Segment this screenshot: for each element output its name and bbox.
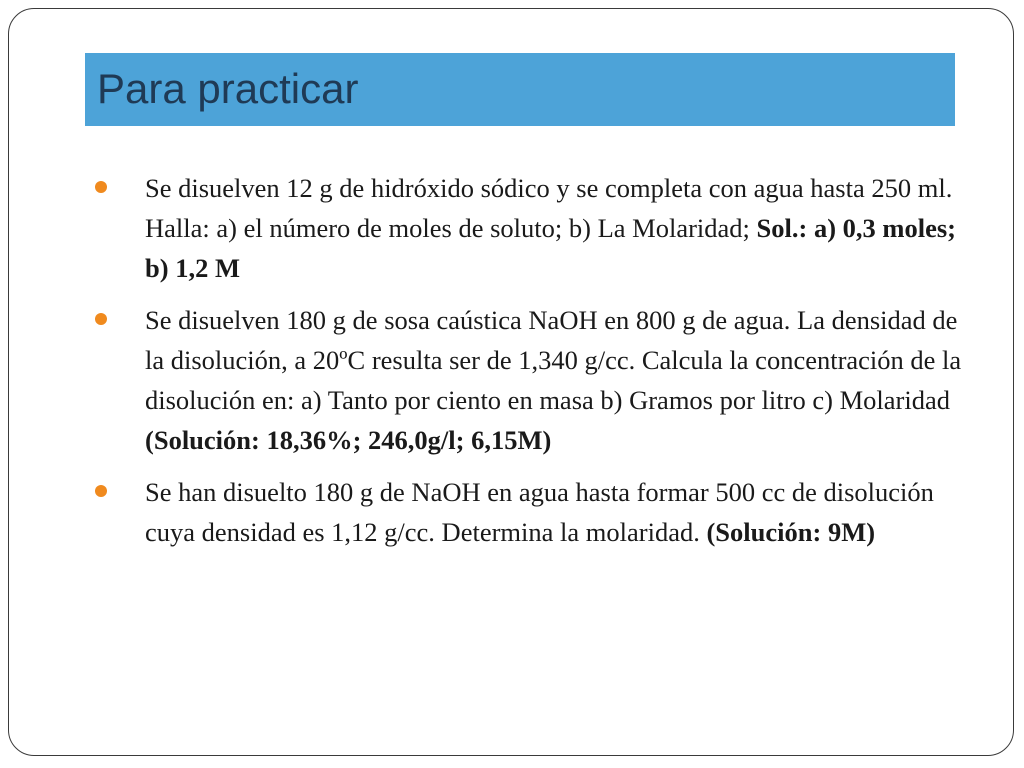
bullet-dot-icon — [95, 313, 107, 325]
bullet-item-1 — [95, 168, 975, 288]
exercise-statement: Se han disuelto 180 g de NaOH en agua hasta formar 500 cc de disolución cuya densidad es 1,12 g/cc. Determina la molaridad. — [145, 477, 934, 547]
bullet-text — [145, 173, 956, 283]
bullet-list — [95, 168, 975, 564]
exercise-solution: (Solución: 9M) — [706, 517, 876, 547]
exercise-solution: (Solución: 18,36%; 246,0g/l; 6,15M) — [145, 425, 552, 455]
bullet-dot-icon — [95, 181, 107, 193]
bullet-item-3 — [95, 472, 975, 552]
exercise-statement: Se disuelven 180 g de sosa caústica NaOH en 800 g de agua. La densidad de la disolución, a 20ºC resulta ser de 1,340 g/cc. Calcula la concentración de la disolución en: a) Tanto por ciento en masa b) Gramos por litro c) Molaridad — [145, 305, 962, 415]
title-bar — [85, 53, 955, 126]
slide-title: Para practicar — [97, 65, 359, 112]
bullet-text — [145, 477, 934, 547]
exercise-statement: Se disuelven 12 g de hidróxido sódico y se completa con agua hasta 250 ml. Halla: a) el número de moles de soluto; b) La Molaridad; — [145, 173, 953, 243]
exercise-solution: Sol.: a) 0,3 moles; b) 1,2 M — [145, 213, 957, 283]
bullet-dot-icon — [95, 485, 107, 497]
bullet-text — [145, 305, 961, 455]
bullet-item-2 — [95, 300, 975, 460]
